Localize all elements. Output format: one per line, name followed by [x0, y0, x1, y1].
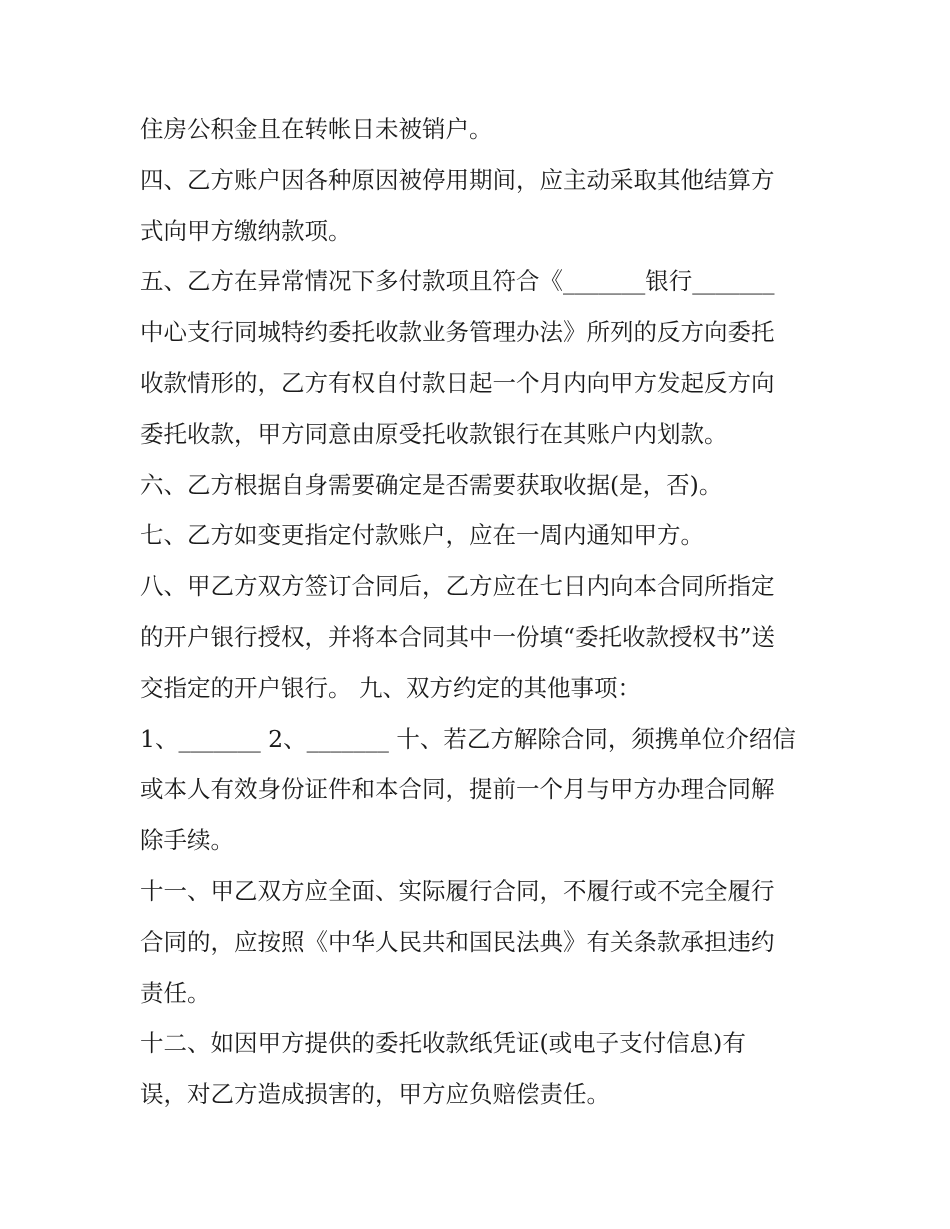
text-line: 八、甲乙方双方签订合同后，乙方应在七日内向本合同所指定	[140, 572, 775, 601]
text-line: 七、乙方如变更指定付款账户，应在一周内通知甲方。	[140, 521, 704, 550]
text-line: 式向甲方缴纳款项。	[140, 216, 352, 245]
text-line: 中心支行同城特约委托收款业务管理办法》所列的反方向委托	[140, 318, 775, 347]
text-line: 住房公积金且在转帐日未被销户。	[140, 115, 493, 143]
text-line: 责任。	[140, 978, 211, 1007]
text-line: 收款情形的，乙方有权自付款日起一个月内向甲方发起反方向	[140, 368, 775, 397]
text-line: 或本人有效身份证件和本合同，提前一个月与甲方办理合同解	[140, 775, 775, 804]
text-line: 的开户银行授权，并将本合同其中一份填“委托收款授权书”送	[140, 622, 776, 651]
text-line: 1、_______ 2、_______ 十、若乙方解除合同，须携单位介绍信	[140, 724, 796, 753]
text-line: 四、乙方账户因各种原因被停用期间，应主动采取其他结算方	[140, 165, 775, 194]
text-line: 五、乙方在异常情况下多付款项且符合《_______银行_______	[140, 267, 775, 296]
document-body	[140, 104, 820, 1120]
text-line: 交指定的开户银行。 九、双方约定的其他事项：	[140, 673, 641, 702]
text-line: 除手续。	[140, 826, 234, 855]
text-line: 委托收款，甲方同意由原受托收款银行在其账户内划款。	[140, 419, 728, 448]
text-line: 误，对乙方造成损害的，甲方应负赔偿责任。	[140, 1080, 610, 1109]
text-line: 十一、甲乙双方应全面、实际履行合同，不履行或不完全履行	[140, 876, 775, 905]
text-line: 六、乙方根据自身需要确定是否需要获取收据(是，否)。	[140, 470, 723, 499]
text-line: 十二、如因甲方提供的委托收款纸凭证(或电子支付信息)有	[140, 1029, 746, 1058]
text-line: 合同的，应按照《中华人民共和国民法典》有关条款承担违约	[140, 927, 775, 956]
